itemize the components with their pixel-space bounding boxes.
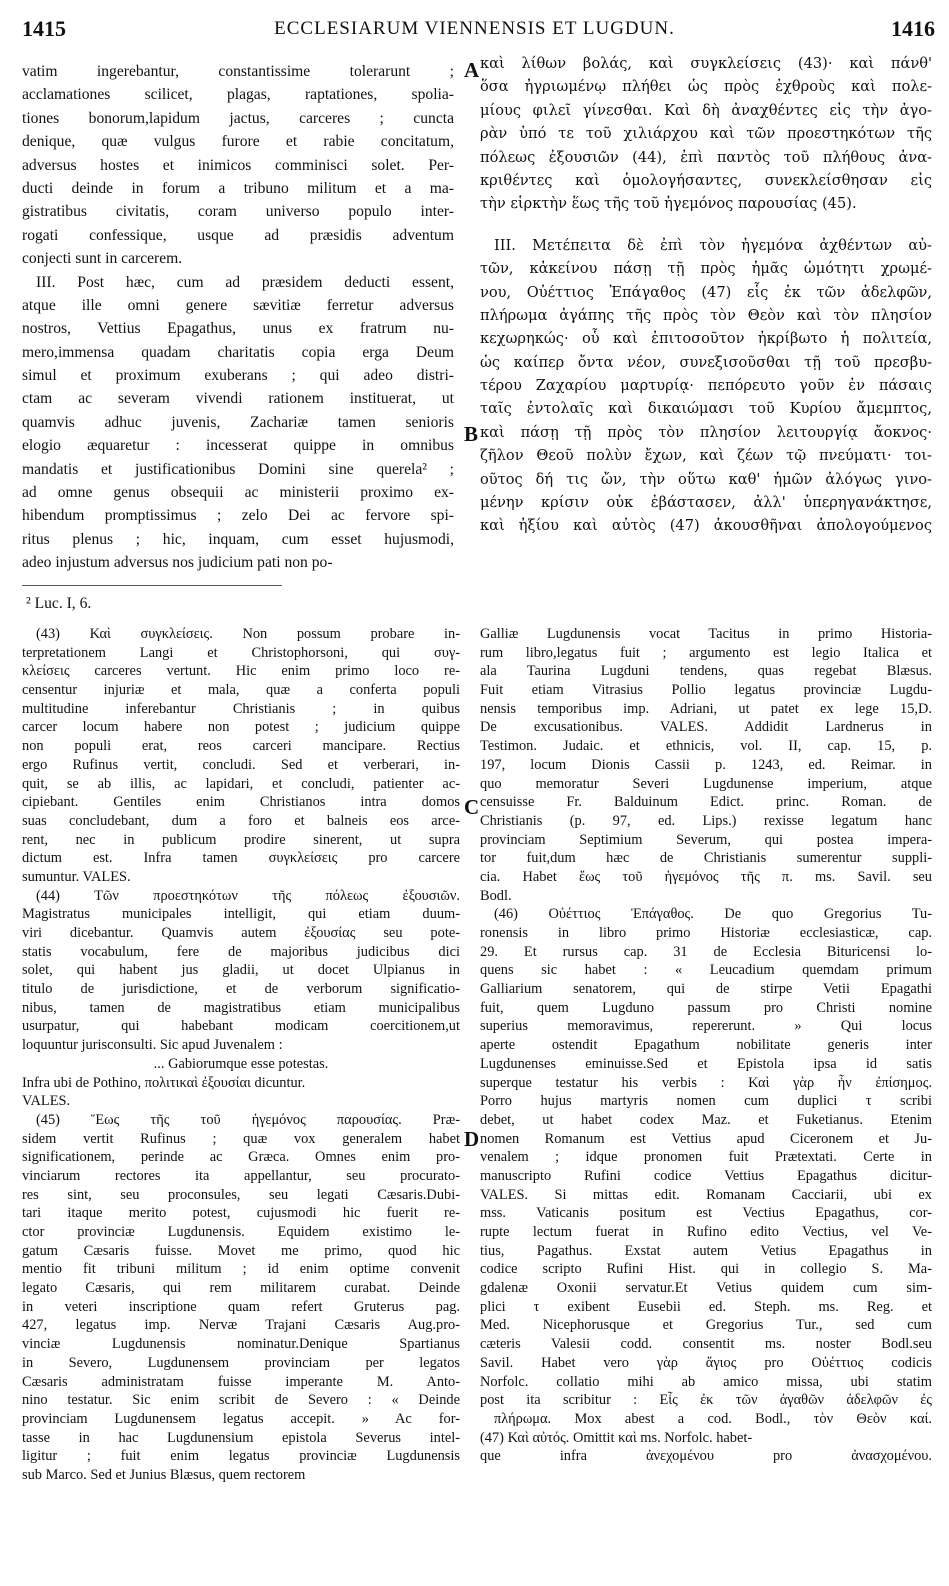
footnote-rule	[22, 585, 282, 586]
note-line: Bodl.	[480, 887, 512, 904]
greek-text-line: κριθέντες καὶ ὁμολογήσαντες, συνεκλείσθησαν εἰς	[480, 171, 932, 189]
latin-text-line: elogio æquaretur : incesserat quippe in omnibus	[22, 437, 454, 455]
note-line: Lugdunenses eminuisse.Sed et Epistola ipsa id satis	[480, 1055, 932, 1072]
note-line: 197, locum Dionis Cassii p. 1243, ed. Reimar. in	[480, 756, 932, 773]
note-line: censentur injuriæ et mala, quæ a conferta populi	[22, 682, 460, 699]
note-line: tius, Pagathus. Exstat autem Vetius Epagathus in	[480, 1242, 932, 1259]
note-line: non populi erat, reos carceri mancipare. Rectius	[22, 738, 460, 755]
greek-text-line: κεχωρηκώς· οὗ καὶ ἐπιτοσοῦτον ἠκρίβωτο ἡ πολιτεία,	[480, 330, 932, 348]
note-line: sumuntur. VALES.	[22, 868, 131, 885]
note-line: provinciam Lugdunensem legatus accepit. » Ac for-	[22, 1410, 460, 1427]
note-line: quit, se ab illis, ac lapidari, et concludi, patienter ac-	[22, 775, 460, 792]
latin-text-line: quamvis adhuc juvenis, Zachariæ tamen senioris	[22, 413, 454, 431]
note-line: mss. Vaticanis positum est Vectius Epagathus, cor-	[480, 1205, 932, 1222]
note-line: Galliæ Lugdunensis vocat Tacitus in primo Historia-	[480, 626, 932, 642]
greek-text-line: καὶ πάσῃ τῇ πρὸς τὸν πλησίον λειτουργίᾳ ἄοκνος·	[480, 423, 932, 441]
note-line: rent, nec in publicum prodire sinerent, ut supra	[22, 831, 460, 848]
note-line: legato Cæsaris, qui rem militarem curabat. Deinde	[22, 1280, 460, 1297]
note-line: post ita scribitur : Εἷς ἐκ τῶν ἀγαθῶν ἀδελφῶν ἐς	[480, 1392, 932, 1409]
latin-text-line: tiones bonorum,lapidum jactus, carceres ; cuncta	[22, 109, 454, 127]
note-line: suas concludebant, dum a foro et balneis eos arce-	[22, 812, 460, 829]
latin-text-line: rogati confessique, usque ad præsidis adventum	[22, 226, 454, 244]
greek-text-line: μένην κρίσιν οὐκ ἐβάστασεν, ἀλλ' ὑπερηγανάκτησε,	[480, 494, 932, 512]
note-line: plici τ exibent Eusebii ed. Steph. ms. Reg. et	[480, 1298, 932, 1315]
margin-marker-c: C	[464, 795, 480, 819]
footnote: ² Luc. I, 6.	[26, 595, 92, 612]
note-line: vinciarum rectores ita appellantur, seu procurato-	[22, 1167, 460, 1184]
note-line: ergo Rufinus vertit, concludi. Sed et verberari, in-	[22, 756, 460, 773]
note-line: provinciam Septimium Severum, qui postea impera-	[480, 831, 932, 848]
latin-text-line: vatim ingerebantur, constantissime tolerarunt ;	[22, 63, 454, 80]
latin-text-line: ducti deinde in forum a tribuno militum et a ma-	[22, 179, 454, 197]
note-line: fuit, quem Lugduno passum pro Christi nomine	[480, 999, 932, 1016]
latin-text-line: ritus plenus ; hic, inquam, cum esset hujusmodi,	[22, 530, 454, 548]
note-line: sidem vertit Rufinus ; quæ vox generalem habet	[22, 1130, 460, 1147]
latin-text-line: nostros, Vettius Epagathus, unus ex fratrum nu-	[22, 320, 454, 338]
greek-text-line: πόλεως ἐξουσιῶν (44), ἐπὶ παντὸς τοῦ πλήθους ἀνα-	[480, 148, 932, 166]
note-line: Porro hujus martyris nomen cum duplici τ scribi	[480, 1093, 932, 1110]
page-number-right: 1416	[891, 16, 935, 41]
note-line: Testimon. Judaic. et ethnicis, vol. II, cap. 15, p.	[480, 738, 932, 755]
latin-text-line: hibendum promptissimus ; zelo Dei ac fervore spi-	[22, 507, 454, 525]
note-line: Cæsaris administratam fuisse imperante M. Anto-	[22, 1373, 460, 1390]
note-line: cæteris Valesii codd. consentit ms. noster Bodl.seu	[480, 1336, 932, 1353]
note-line: mentio fit tribuni militum ; id enim optime convenit	[22, 1261, 460, 1278]
latin-text-line: atque ille omni genere sævitiæ ferretur adversus	[22, 296, 454, 314]
note-line: que infra ἀνεχομένου pro ἀνασχομένου.	[480, 1448, 932, 1465]
latin-text-column	[22, 60, 454, 575]
latin-text-line: mero,immensa quadam charitatis copia erga Deum	[22, 343, 454, 361]
greek-text-line: ὅσα ἠγριωμένῳ πλήθει ὡς πρὸς ἐχθροὺς καὶ πολε-	[480, 78, 932, 96]
note-line: ronensis in libro primo Historiæ ecclesiasticæ, cap.	[480, 925, 932, 941]
note-line: nino testatur. Sic enim scribit de Severo : « Deinde	[22, 1392, 460, 1409]
note-line: tor fuit,dum hæc de Christianis sumerentur suppli-	[480, 850, 932, 867]
latin-text-line: ctam ac severam vivendi rationem instituerat, ut	[22, 390, 454, 408]
note-line: debet, ut habet codex Maz. et Fuketianus. Etenim	[480, 1111, 932, 1128]
page-number-left: 1415	[22, 16, 66, 41]
latin-text-line: ad omne genus obsequii ac ministerii proximo ex-	[22, 484, 454, 502]
latin-text-line: simul et proximum exuberans ; qui adeo distri-	[22, 367, 454, 385]
note-line: nibus, tamen de magistratibus etiam municipalibus	[22, 999, 460, 1016]
latin-text-line: acclamationes scilicet, plagas, raptationes, spolia-	[22, 86, 454, 104]
note-line: ... Gabiorumque esse potestas.	[153, 1055, 329, 1072]
latin-text-line: adeo injustum adversus nos judicium pati non po-	[22, 554, 333, 572]
greek-text-line: τὴν εἱρκτὴν ἕως τῆς τοῦ ἡγεμόνος παρουσίας (45).	[480, 195, 857, 213]
note-line: loquuntur jurisconsulti. Sic apud Juvenalem :	[22, 1037, 283, 1054]
note-line: nomen Romanum est Vettius apud Ciceronem et Ju-	[480, 1130, 932, 1147]
note-line: Savil. Habet vero γὰρ ἅγιος pro Οὐέττιος codicis	[480, 1354, 932, 1371]
note-line: significationem, perinde ac Græca. Omnes enim pro-	[22, 1149, 460, 1166]
note-line: ala Taurina Lugduni tendens, quas regebat Blæsus.	[480, 663, 932, 680]
note-line: ctor provinciæ Lugdunensis. Equidem existimo le-	[22, 1224, 460, 1240]
note-line: (47) Καὶ αὐτός. Omittit καὶ ms. Norfolc. habet-	[480, 1429, 753, 1446]
note-line: 29. Et rursus cap. 31 de Ecclesia Bituricensi lo-	[480, 943, 932, 960]
greek-text-line: ζῆλον Θεοῦ πολὺν ἔχων, καὶ ζέων τῷ πνεύματι· τοι-	[480, 447, 932, 465]
greek-text-line: ταῖς ἐντολαῖς καὶ δικαιώμασι τοῦ Κυρίου ἄμεμπτος,	[480, 400, 932, 418]
note-line: rum libro,legatus fuit ; argumento est legio Italica et	[480, 644, 932, 661]
notes-column-right	[480, 625, 932, 1466]
latin-text-line: denique, quæ vulgus furore et rabie concitatum,	[22, 133, 454, 151]
note-line: rupte lectum fuerat in Rufino edito Vectius, vel Ve-	[480, 1224, 932, 1240]
greek-text-line: ρὰν ὑπό τε τοῦ χιλιάρχου καὶ τῶν προεστηκότων τῆς	[480, 125, 932, 143]
latin-text-line: conjecti sunt in carcerem.	[22, 250, 183, 268]
note-line: in Severo, Lugdunensem provinciam per legatos	[22, 1354, 460, 1371]
note-line: superque testatur his verbis : Καὶ γὰρ ἦν ἐπίσημος.	[480, 1074, 932, 1091]
note-line: superius memoravimus, repererunt. » Qui locus	[480, 1018, 932, 1035]
greek-text-line: καὶ λίθων βολάς, καὶ συγκλείσεις (43)· καὶ πάνθ'	[480, 55, 932, 72]
latin-text-line: adversus hostes et inimicos comminisci solet. Per-	[22, 156, 454, 174]
note-line: κλείσεις carceres vertunt. Hic enim primo loco re-	[22, 663, 460, 680]
note-line: quens sic habet : « Leucadium quemdam primum	[480, 962, 932, 979]
note-line: in veteri inscriptione quam refert Gruterus pag.	[22, 1298, 460, 1315]
note-line: VALES.	[22, 1093, 71, 1110]
notes-column-left	[22, 625, 460, 1485]
greek-text-line: οῦτος δή τις ὤν, τὴν οὕτω καθ' ἡμῶν ἀλόγως γινο-	[480, 470, 932, 488]
note-line: viri dicebantur. Quamvis autem ἐξουσίας seu pote-	[22, 925, 460, 941]
note-line: usurpatur, qui habebant modicam coercitionem,ut	[22, 1018, 460, 1035]
note-line: res sint, seu proconsules, seu legati Cæsaris.Dubi-	[22, 1186, 460, 1203]
greek-text-column	[480, 52, 932, 538]
greek-text-line: πλήρωμα ἀγάπης τῆς πρὸς τὸν Θεὸν καὶ τὸν πλησίον	[480, 306, 932, 324]
margin-marker-b: B	[464, 422, 479, 446]
note-line: gatum Cæsaris fuisse. Movet me primo, quod hic	[22, 1242, 460, 1259]
note-line: Magistratus municipales intelligit, qui etiam duum-	[22, 906, 460, 923]
note-line: terpretationem Langi et Christophorsoni, qui συγ-	[22, 644, 460, 661]
greek-text-line: καὶ ἠξίου καὶ αὐτὸς (47) ἀκουσθῆναι ἀπολογούμενος	[480, 517, 932, 535]
note-line: tari itaque merito potest, cujusmodi hic fuerit re-	[22, 1205, 460, 1222]
note-line: Galliarium senatorem, qui de stirpe Vetii Epagathi	[480, 981, 932, 998]
note-line: πλήρωμα. Mox abest a cod. Bodl., τὸν Θεὸν καί.	[494, 1410, 932, 1427]
note-line: venalem ; idque pronomen fuit Prætextati. Certe in	[480, 1149, 932, 1166]
note-line: sub Marco. Sed et Junius Blæsus, quem rectorem	[22, 1466, 306, 1483]
greek-text-line: τῶν, κἀκείνου πάσῃ τῇ πρὸς ἡμᾶς ὠμότητι χρωμέ-	[480, 260, 932, 278]
note-line: (43) Καὶ συγκλείσεις. Non possum probare in-	[36, 626, 460, 642]
note-line: cia. Habet ἕως τοῦ ἡγεμόνος τῆς π. ms. Savil. seu	[480, 868, 932, 885]
note-line: nensis temporibus imp. Adriani, ut patet ex lege 15,D.	[480, 700, 932, 717]
note-line: Fuit etiam Vitrasius Pollio legatus provinciæ Lugdu-	[480, 682, 932, 699]
note-line: carcer locum habere non potest ; judicium quippe	[22, 719, 460, 736]
note-line: dictum est. Infra tamen συγκλείσεις pro carcere	[22, 850, 460, 867]
note-line: aperte ostendit Epagathum nobilitate generis inter	[480, 1037, 932, 1054]
greek-text-line: ὡς καίπερ ὄντα νέον, συνεξισοῦσθαι τῇ τοῦ πρεσβυ-	[480, 353, 932, 371]
note-line: VALES. Si mittas edit. Romanam Cacciarii, ubi ex	[480, 1186, 932, 1203]
greek-text-line: τέρου Ζαχαρίου μαρτυρίᾳ· πεπόρευτο γοῦν ἐν πάσαις	[480, 377, 932, 395]
note-line: Infra ubi de Pothino, πολιτικαὶ ἐξουσίαι dicuntur.	[22, 1074, 306, 1091]
running-title: ECCLESIARUM VIENNENSIS ET LUGDUN.	[274, 18, 675, 39]
note-line: codice scripto Rufini Hist. qui in collegio S. Ma-	[480, 1261, 932, 1278]
note-line: cipiebant. Gentiles enim Christianos intra domos	[22, 794, 460, 811]
note-line: De excusationibus. VALES. Addidit Lardnerus in	[480, 719, 932, 736]
note-line: quo memoratur Severi Lugdunense imperium, atque	[480, 775, 932, 792]
note-line: tasse in hac Lugdunensium epistola Severus intel-	[22, 1429, 460, 1446]
note-line: (45) Ἕως τῆς τοῦ ἡγεμόνος παρουσίας. Præ-	[36, 1111, 460, 1128]
note-line: solet, qui habent jus gladii, ut docet Ulpianus in	[22, 962, 460, 979]
note-line: gdalenæ Oxonii servatur.Et Vetius quidem cum sim-	[480, 1280, 932, 1297]
note-line: vinciæ Lugdunensis nominatur.Denique Spartianus	[22, 1336, 460, 1353]
margin-marker-a: A	[464, 58, 480, 82]
note-line: censuisse Fr. Balduinum Edict. princ. Roman. de	[480, 794, 932, 811]
latin-text-line: III. Post hæc, cum ad præsidem deducti essent,	[36, 273, 454, 291]
greek-text-line: μίους φιλεῖ γίνεσθαι. Καὶ δὴ ἀναχθέντες εἰς τὴν ἀγο-	[480, 101, 932, 119]
greek-text-line: III. Μετέπειτα δὲ ἐπὶ τὸν ἡγεμόνα ἀχθέντων αὐ-	[494, 236, 932, 254]
note-line: multitudine inferebantur Christianis ; in quibus	[22, 700, 460, 717]
note-line: (46) Οὐέττιος Ἐπάγαθος. De quo Gregorius Tu-	[494, 906, 932, 923]
note-line: Med. Nicephorusque et Gregorius Tur., sed cum	[480, 1317, 932, 1334]
note-line: statis vocabulum, fere de majoribus judicibus dici	[22, 943, 460, 960]
margin-marker-d: D	[464, 1127, 480, 1151]
note-line: titulo de jurisdictione, et de verborum significatio-	[22, 981, 460, 998]
note-line: Christianis (p. 97, ed. Lips.) rexisse legatum hanc	[480, 812, 932, 829]
note-line: manuscripto Rufini codice Vettius Epagathus dicitur-	[480, 1167, 932, 1184]
latin-text-line: mandatis et justificationibus Domini sine querela² ;	[22, 460, 454, 478]
latin-text-line: gistratibus civitatis, coram universo populo inter-	[22, 203, 454, 221]
note-line: (44) Τῶν προεστηκότων τῆς πόλεως ἐξουσιῶν.	[36, 887, 460, 904]
note-line: 427, legatus imp. Nervæ Trajani Cæsaris Aug.pro-	[22, 1317, 460, 1334]
greek-text-line: νου, Οὐέττιος Ἐπάγαθος (47) εἷς ἐκ τῶν ἀδελφῶν,	[480, 283, 932, 301]
note-line: ligitur ; fuit enim legatus provinciæ Lugdunensis	[22, 1448, 460, 1465]
page-header	[0, 12, 949, 46]
greek-text-line	[480, 216, 932, 234]
note-line: Norfolc. collatio mihi ab amico missa, ubi statim	[480, 1373, 932, 1390]
